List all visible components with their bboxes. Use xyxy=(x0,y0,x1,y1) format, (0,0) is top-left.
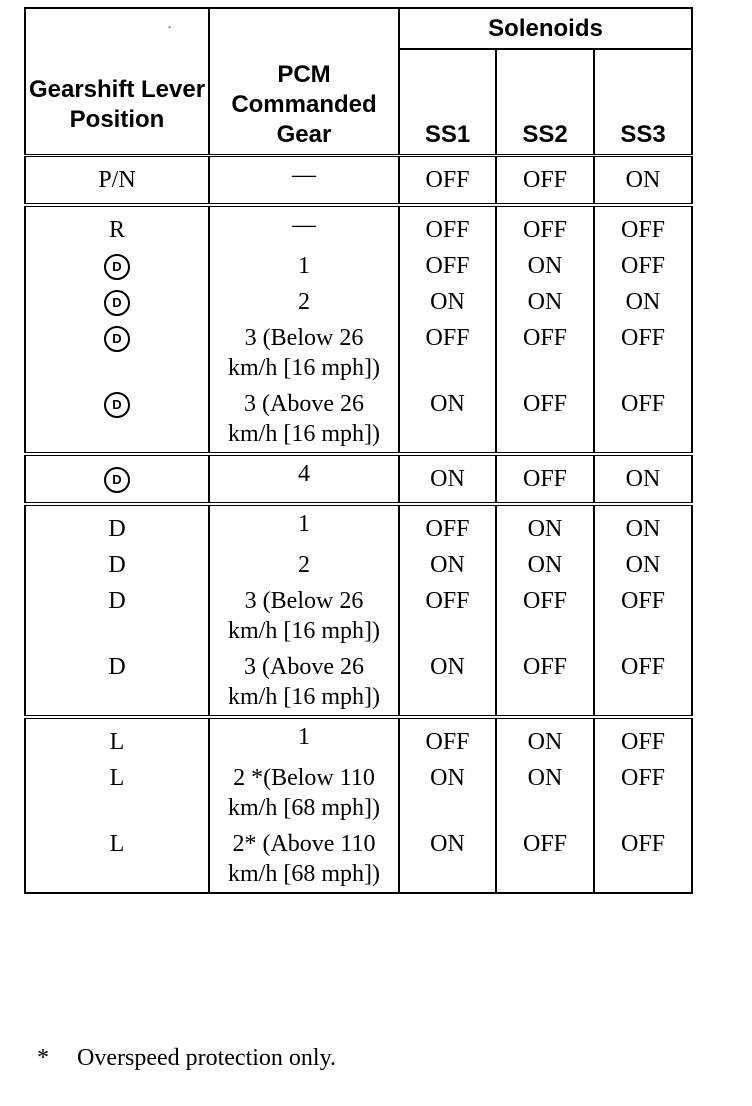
lever-position-cell xyxy=(25,156,209,206)
lever-position-label: D xyxy=(108,516,126,542)
overdrive-circle-icon: D xyxy=(104,254,130,280)
ss2-cell: OFF xyxy=(496,320,594,386)
table-row xyxy=(25,547,692,583)
ss2-cell: OFF xyxy=(496,649,594,717)
ss3-cell: ON xyxy=(594,284,692,320)
ss2-cell: ON xyxy=(496,248,594,284)
scan-mark: - xyxy=(168,22,172,33)
lever-position-label: L xyxy=(109,729,125,755)
ss1-cell: ON xyxy=(399,760,496,826)
ss2-cell: ON xyxy=(496,547,594,583)
commanded-gear-cell: 1 xyxy=(209,504,399,547)
lever-position-label: D xyxy=(108,588,126,614)
row-group xyxy=(25,156,692,206)
ss1-cell: OFF xyxy=(399,583,496,649)
table-row xyxy=(25,386,692,454)
ss2-cell: OFF xyxy=(496,205,594,248)
ss1-cell: OFF xyxy=(399,320,496,386)
ss3-cell: ON xyxy=(594,454,692,504)
commanded-gear-cell: 3 (Below 26 km/h [16 mph]) xyxy=(209,320,399,386)
row-group xyxy=(25,205,692,454)
ss3-cell: OFF xyxy=(594,248,692,284)
gearshift-lever-position-header: Gearshift Lever Position xyxy=(25,49,209,156)
commanded-gear-cell: — xyxy=(209,205,399,248)
solenoid-table xyxy=(24,7,693,894)
ss2-cell: ON xyxy=(496,717,594,760)
commanded-gear-cell: 1 xyxy=(209,717,399,760)
row-group xyxy=(25,454,692,504)
overdrive-circle-icon: D xyxy=(104,467,130,493)
lever-position-cell xyxy=(25,205,209,248)
ss1-cell: OFF xyxy=(399,205,496,248)
lever-position-cell xyxy=(25,504,209,547)
overdrive-circle-icon: D xyxy=(104,290,130,316)
footnote xyxy=(37,1045,336,1072)
ss2-cell: OFF xyxy=(496,583,594,649)
lever-position-cell xyxy=(25,760,209,826)
commanded-gear-cell: 2 *(Below 110 km/h [68 mph]) xyxy=(209,760,399,826)
lever-position-cell xyxy=(25,826,209,893)
ss1-cell: ON xyxy=(399,454,496,504)
lever-position-cell xyxy=(25,583,209,649)
footnote-text: Overspeed protection only. xyxy=(77,1045,337,1071)
table-row xyxy=(25,205,692,248)
ss2-cell: ON xyxy=(496,284,594,320)
ss1-cell: OFF xyxy=(399,717,496,760)
table-row xyxy=(25,826,692,893)
commanded-gear-cell: 3 (Above 26 km/h [16 mph]) xyxy=(209,386,399,454)
ss1-cell: ON xyxy=(399,547,496,583)
header-spacer-2 xyxy=(209,8,399,49)
ss1-cell: ON xyxy=(399,649,496,717)
table-row xyxy=(25,760,692,826)
ss2-cell: OFF xyxy=(496,454,594,504)
table-row xyxy=(25,284,692,320)
ss3-cell: OFF xyxy=(594,760,692,826)
overdrive-circle-icon: D xyxy=(104,326,130,352)
ss3-cell: OFF xyxy=(594,386,692,454)
lever-position-label: L xyxy=(109,765,125,791)
ss1-cell: ON xyxy=(399,284,496,320)
lever-position-cell xyxy=(25,320,209,386)
lever-position-cell xyxy=(25,717,209,760)
commanded-gear-cell: 1 xyxy=(209,248,399,284)
ss3-cell: ON xyxy=(594,156,692,206)
ss3-cell: OFF xyxy=(594,205,692,248)
lever-position-cell xyxy=(25,248,209,284)
commanded-gear-cell: 2 xyxy=(209,284,399,320)
row-group xyxy=(25,717,692,893)
footnote-mark: * xyxy=(37,1045,49,1071)
ss1-cell: OFF xyxy=(399,156,496,206)
commanded-gear-cell: — xyxy=(209,156,399,206)
commanded-gear-cell: 3 (Below 26 km/h [16 mph]) xyxy=(209,583,399,649)
commanded-gear-cell: 3 (Above 26 km/h [16 mph]) xyxy=(209,649,399,717)
lever-position-cell xyxy=(25,284,209,320)
lever-position-label: P/N xyxy=(98,167,136,193)
ss1-cell: OFF xyxy=(399,504,496,547)
lever-position-label: R xyxy=(108,217,125,243)
header-spacer-1 xyxy=(25,8,209,49)
ss3-cell: OFF xyxy=(594,320,692,386)
ss2-cell: OFF xyxy=(496,156,594,206)
lever-position-cell xyxy=(25,386,209,454)
ss3-header: SS3 xyxy=(594,49,692,156)
table-row xyxy=(25,454,692,504)
ss1-cell: OFF xyxy=(399,248,496,284)
ss3-cell: ON xyxy=(594,547,692,583)
ss3-cell: OFF xyxy=(594,583,692,649)
table-row xyxy=(25,717,692,760)
lever-position-label: L xyxy=(109,831,125,857)
lever-position-label: D xyxy=(108,552,126,578)
pcm-commanded-gear-header: PCM Commanded Gear xyxy=(209,49,399,156)
lever-position-cell xyxy=(25,454,209,504)
lever-position-label: D xyxy=(108,654,126,680)
commanded-gear-cell: 4 xyxy=(209,454,399,504)
lever-position-cell xyxy=(25,547,209,583)
table-row xyxy=(25,583,692,649)
row-group xyxy=(25,504,692,717)
table-row xyxy=(25,504,692,547)
table-row xyxy=(25,248,692,284)
ss3-cell: OFF xyxy=(594,717,692,760)
ss2-cell: ON xyxy=(496,504,594,547)
overdrive-circle-icon: D xyxy=(104,392,130,418)
ss3-cell: OFF xyxy=(594,649,692,717)
ss2-cell: OFF xyxy=(496,826,594,893)
table-row xyxy=(25,649,692,717)
table-row xyxy=(25,156,692,206)
ss3-cell: OFF xyxy=(594,826,692,893)
ss1-cell: ON xyxy=(399,386,496,454)
commanded-gear-cell: 2 xyxy=(209,547,399,583)
ss1-cell: ON xyxy=(399,826,496,893)
commanded-gear-cell: 2* (Above 110 km/h [68 mph]) xyxy=(209,826,399,893)
ss2-header: SS2 xyxy=(496,49,594,156)
ss3-cell: ON xyxy=(594,504,692,547)
ss1-header: SS1 xyxy=(399,49,496,156)
table-row xyxy=(25,320,692,386)
lever-position-cell xyxy=(25,649,209,717)
ss2-cell: ON xyxy=(496,760,594,826)
ss2-cell: OFF xyxy=(496,386,594,454)
solenoids-group-header: Solenoids xyxy=(399,8,692,49)
